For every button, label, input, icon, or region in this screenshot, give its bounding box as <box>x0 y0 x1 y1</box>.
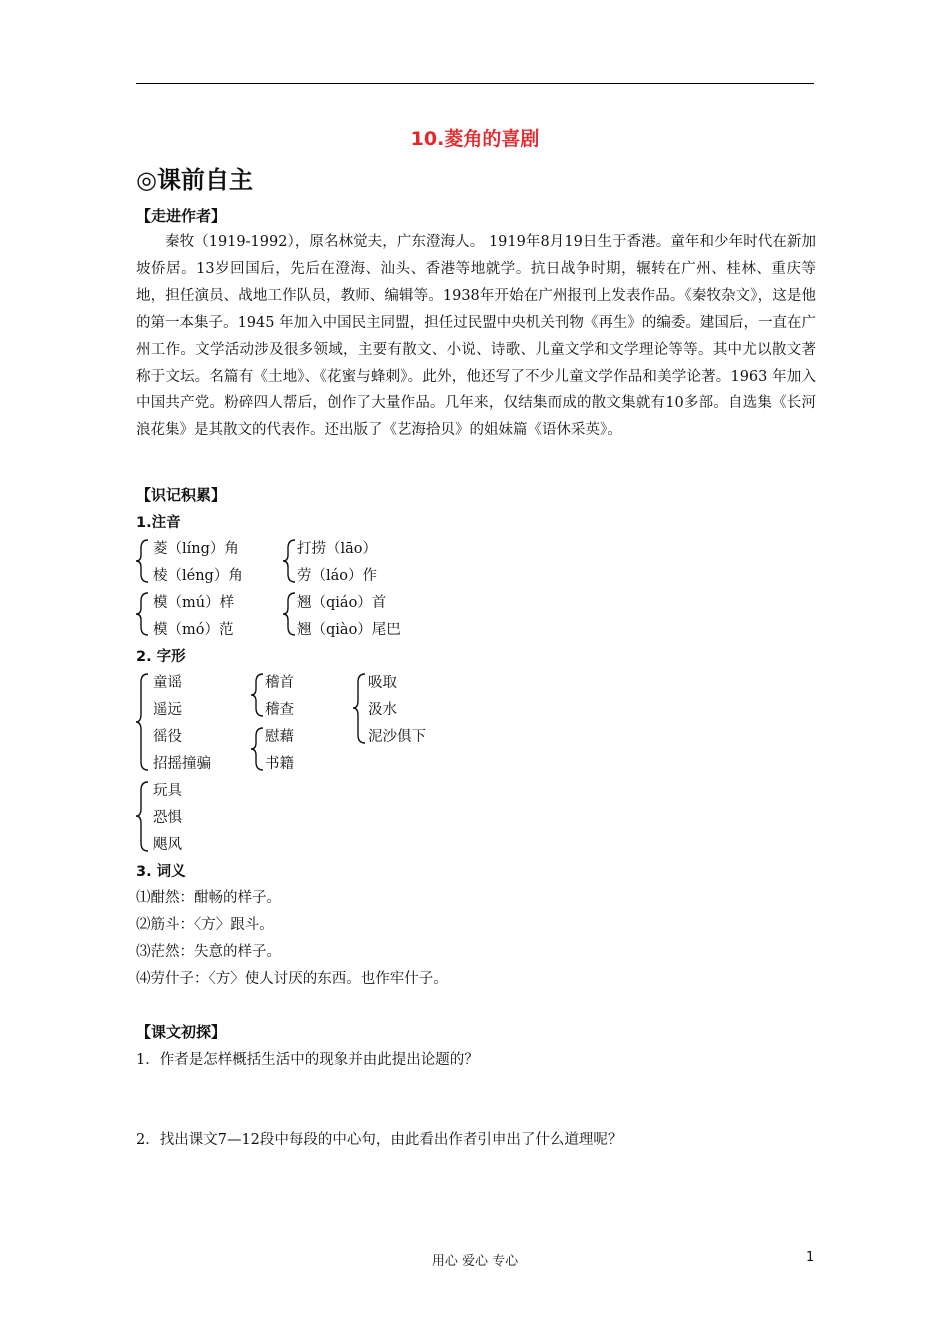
meaning-item: ⑶茫然：失意的样子。 <box>136 944 281 960</box>
section-heading: ◎课前自主 <box>136 166 253 194</box>
brace-glyph-2b <box>248 725 266 773</box>
glyph-item: 吸取 <box>368 675 397 691</box>
pinyin-item: 模（mó）范 <box>153 622 234 638</box>
pinyin-item: 翘（qiáo）首 <box>297 595 387 611</box>
brace-glyph-1 <box>133 671 151 773</box>
brace-glyph-4 <box>133 779 151 854</box>
glyph-item: 书籍 <box>265 756 294 772</box>
pinyin-label: 1.注音 <box>136 515 181 531</box>
brace-glyph-2a <box>248 671 266 719</box>
page-number: 1 <box>806 1250 815 1265</box>
author-heading: 【走进作者】 <box>136 207 227 225</box>
pinyin-item: 劳（láo）作 <box>297 568 378 584</box>
glyph-item: 遥远 <box>153 702 182 718</box>
brace-pinyin-4 <box>280 590 298 638</box>
author-text: 秦牧（1919-1992），原名林觉夫，广东澄海人。 1919年8月19日生于香港。童年和少年时代在新加坡侨居。13岁回国后，先后在澄海、汕头、香港等地就学。抗日战争时期，辗转在广州、桂林、重庆等地，担任演员、战地工作队员，教师、编辑等。1938年开始在广州报刊上发表作品。《秦牧杂文》，这是他的第一本集子。1945 年加入中国民主同盟，担任过民盟中央机关刊物《再生》的编委。建国后，一直在广州工作。文学活动涉及很多领域，主要有散文、小说、诗歌、儿童文学和文学理论等等。其中尤以散文著称于文坛。名篇有《土地》、《花蜜与蜂刺》。此外，他还写了不少儿童文学作品和美学论著。1963 年加入中国共产党。粉碎四人帮后，创作了大量作品。几年来，仅结集而成的散文集就有10多部。自选集《长河浪花集》是其散文的代表作。还出版了《艺海拾贝》的姐妹篇《语休采英》。 <box>136 234 816 439</box>
author-paragraph <box>136 229 816 444</box>
glyph-item: 招摇撞骗 <box>153 756 211 772</box>
glyph-item: 徭役 <box>153 729 182 745</box>
explore-heading: 【课文初探】 <box>136 1023 227 1041</box>
page-footer: 用心 爱心 专心 <box>431 1254 519 1269</box>
glyph-item: 童谣 <box>153 675 182 691</box>
brace-pinyin-2 <box>280 537 298 585</box>
glyph-item: 稽首 <box>265 675 294 691</box>
question-item: 2．找出课文7—12段中每段的中心句，由此看出作者引申出了什么道理呢？ <box>136 1132 623 1148</box>
glyph-item: 飓风 <box>153 837 182 853</box>
glyph-item: 稽查 <box>265 702 294 718</box>
meaning-label: 3. 词义 <box>136 864 186 880</box>
pinyin-item: 翘（qiào）尾巴 <box>297 622 401 638</box>
brace-pinyin-3 <box>133 590 151 638</box>
glyph-item: 汲水 <box>368 702 397 718</box>
glyph-label: 2. 字形 <box>136 649 186 665</box>
glyph-item: 泥沙俱下 <box>368 729 426 745</box>
brace-glyph-3 <box>350 671 368 746</box>
glyph-item: 慰藉 <box>265 729 294 745</box>
question-item: 1．作者是怎样概括生活中的现象并由此提出论题的？ <box>136 1052 479 1068</box>
memory-heading: 【识记积累】 <box>136 486 227 504</box>
page-title: 10.菱角的喜剧 <box>410 128 540 150</box>
meaning-item: ⑷劳什子：〈方〉使人讨厌的东西。也作牢什子。 <box>136 971 448 987</box>
meaning-item: ⑴酣然：酣畅的样子。 <box>136 890 281 906</box>
pinyin-item: 模（mú）样 <box>153 595 235 611</box>
header-rule <box>136 83 814 84</box>
pinyin-item: 打捞（lāo） <box>297 541 378 557</box>
meaning-item: ⑵筋斗：〈方〉跟斗。 <box>136 917 274 933</box>
brace-pinyin-1 <box>133 537 151 585</box>
pinyin-item: 菱（líng）角 <box>153 541 239 557</box>
glyph-item: 恐惧 <box>153 810 182 826</box>
glyph-item: 玩具 <box>153 783 182 799</box>
pinyin-item: 棱（léng）角 <box>153 568 243 584</box>
